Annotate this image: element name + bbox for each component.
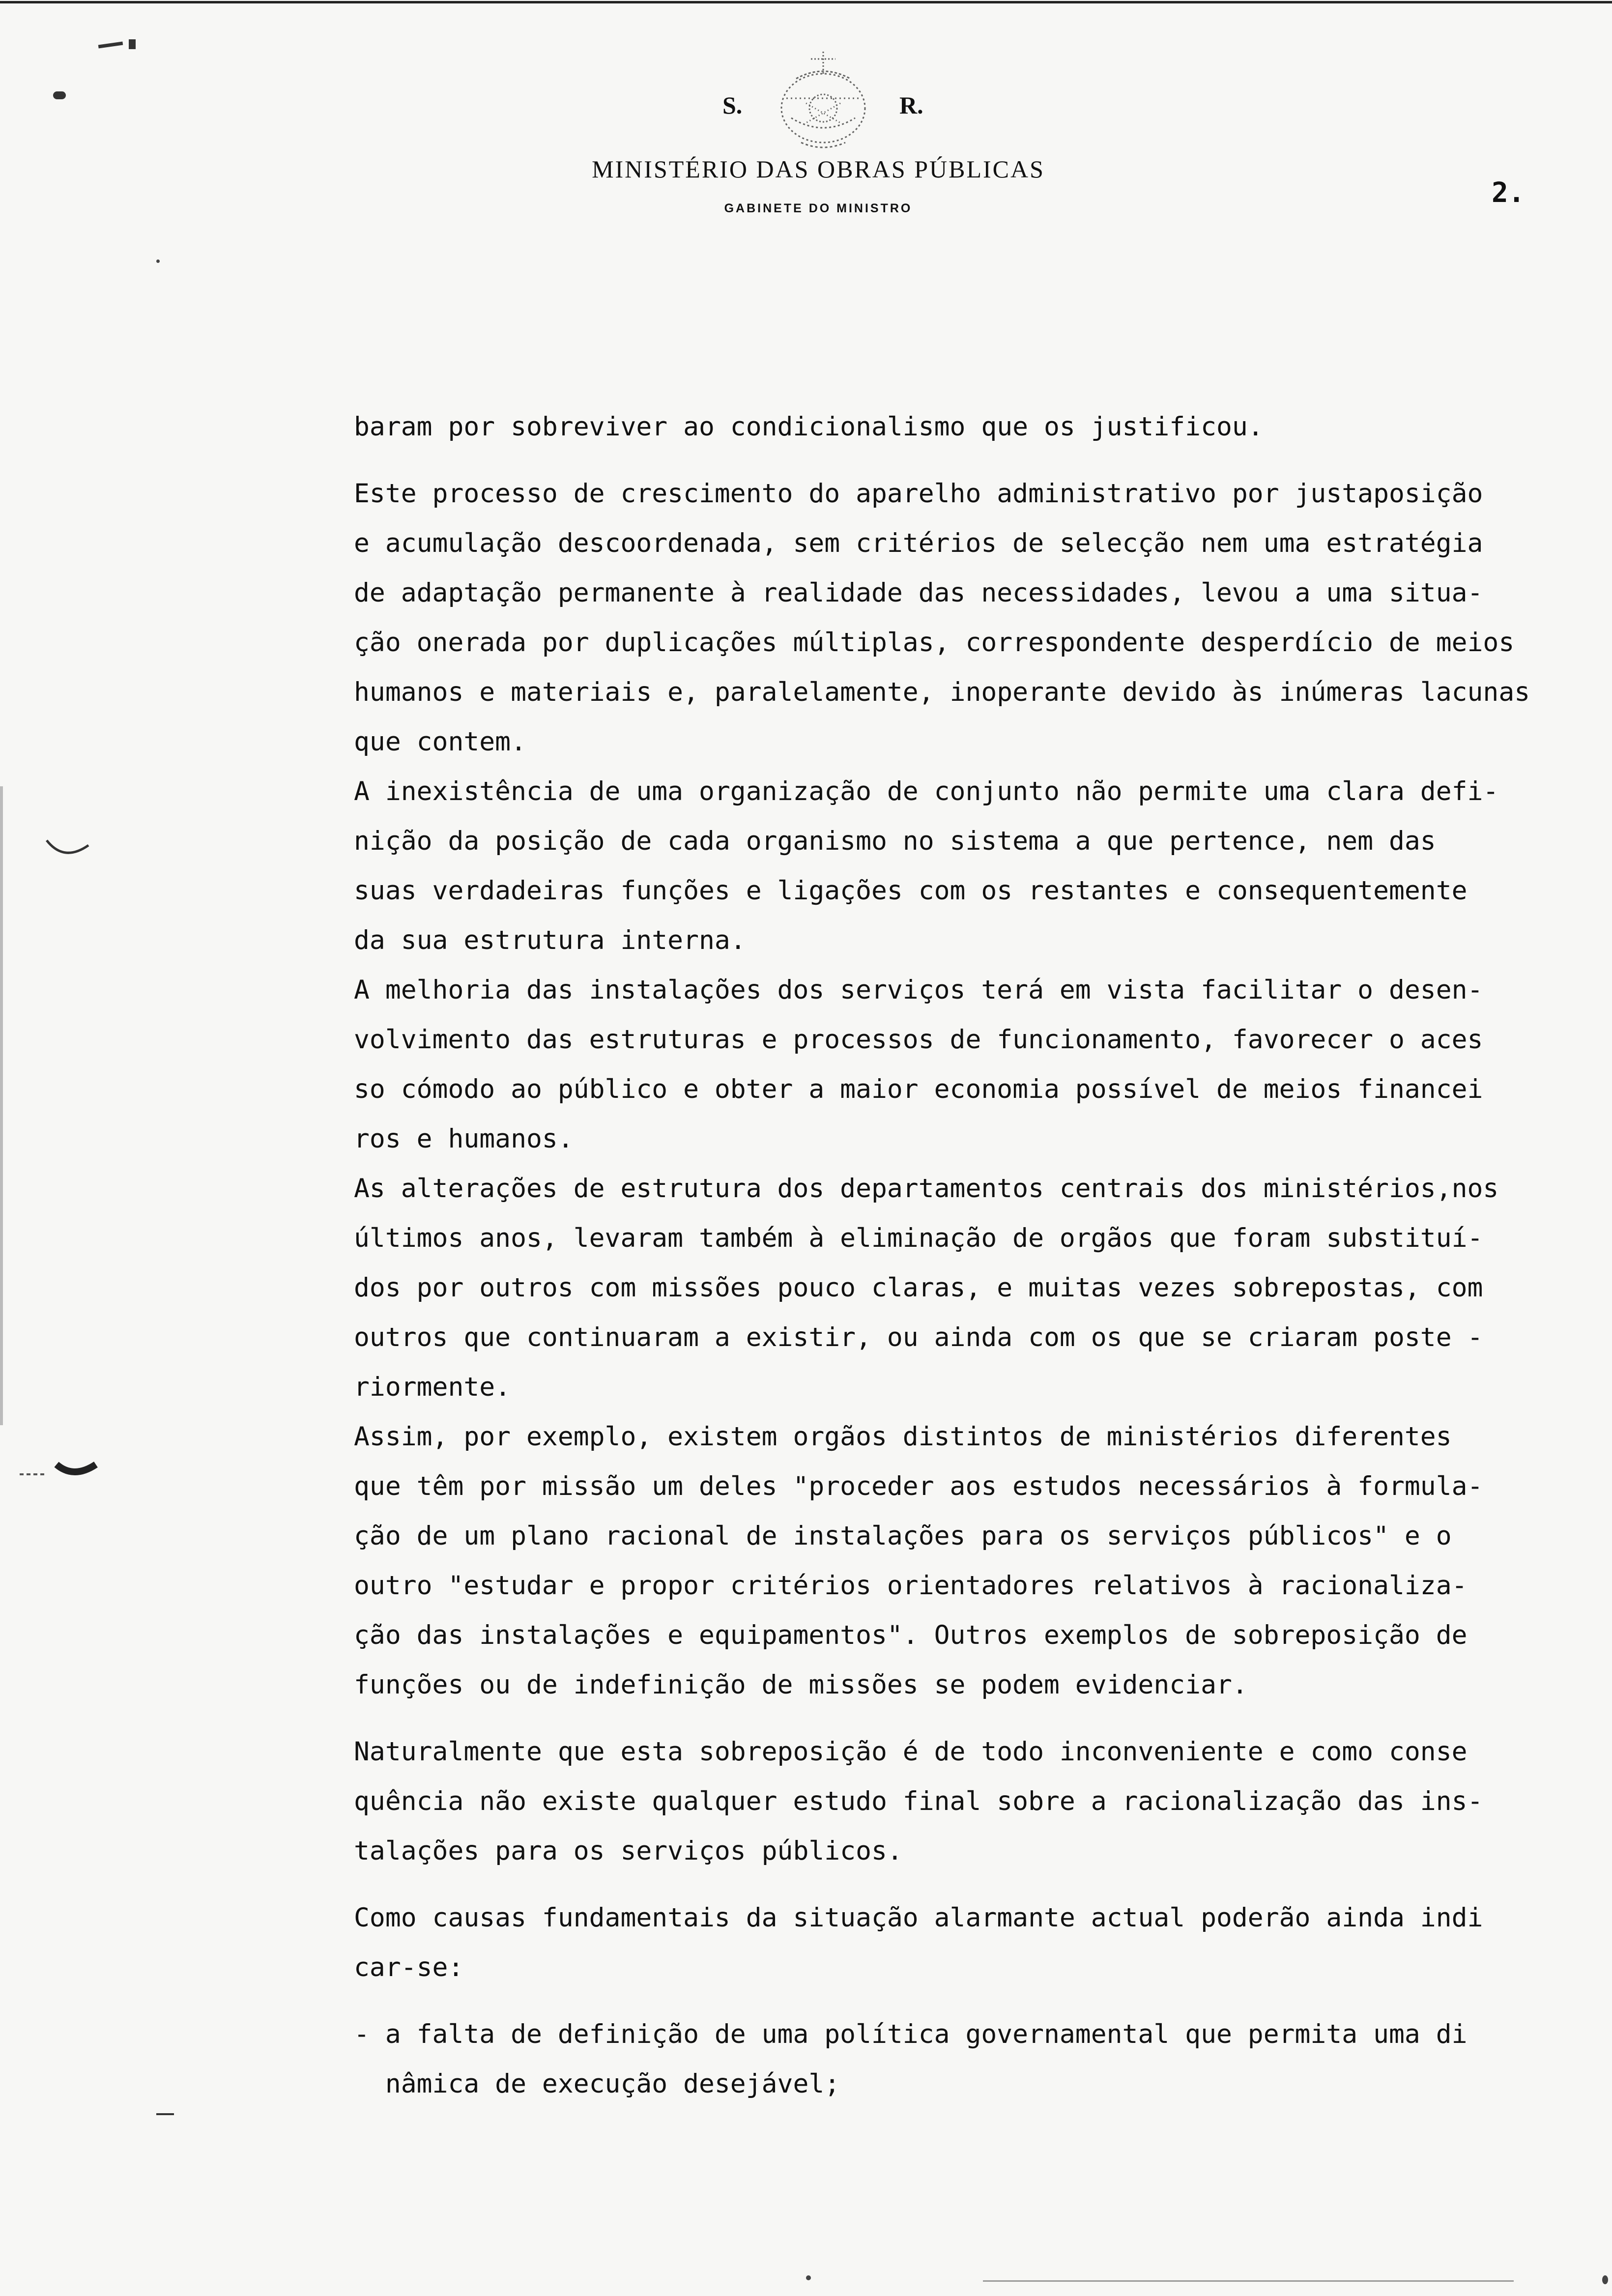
text-line: Assim, por exemplo, existem orgãos distintos de ministérios diferentes [354, 1422, 1452, 1452]
text-line: ção das instalações e equipamentos". Outros exemplos de sobreposição de [354, 1620, 1468, 1650]
text-line: últimos anos, levaram também à eliminação de orgãos que foram substituí- [354, 1223, 1483, 1253]
text-line: As alterações de estrutura dos departamentos centrais dos ministérios,nos [354, 1174, 1499, 1204]
scan-mark [156, 2113, 174, 2115]
text-line: quência não existe qualquer estudo final sobre a racionalização das ins- [354, 1786, 1483, 1816]
text-line: dos por outros com missões pouco claras, e muitas vezes sobrepostas, com [354, 1273, 1483, 1303]
scan-mark [0, 786, 3, 1425]
scan-speck [1602, 2275, 1608, 2284]
text-line: de adaptação permanente à realidade das necessidades, levou a uma situa- [354, 578, 1483, 608]
scan-speck [156, 259, 160, 263]
text-line: funções ou de indefinição de missões se podem evidenciar. [354, 1670, 1248, 1700]
text-line: e acumulação descoordenada, sem critérios de selecção nem uma estratégia [354, 528, 1483, 558]
text-line: ros e humanos. [354, 1124, 574, 1154]
text-line: humanos e materiais e, paralelamente, inoperante devido às inúmeras lacunas [354, 677, 1530, 707]
text-line: A melhoria das instalações dos serviços terá em vista facilitar o desen- [354, 975, 1483, 1005]
text-line: nição da posição de cada organismo no sistema a que pertence, nem das [354, 826, 1436, 856]
text-line: car-se: [354, 1952, 464, 1982]
text-line: ção de um plano racional de instalações para os serviços públicos" e o [354, 1521, 1452, 1551]
letterhead [0, 20, 1612, 226]
text-line: Este processo de crescimento do aparelho administrativo por justaposição [354, 479, 1483, 509]
text-line: baram por sobreviver ao condicionalismo que os justificou. [354, 412, 1264, 442]
ministry-name: MINISTÉRIO DAS OBRAS PÚBLICAS [592, 155, 1045, 183]
bullet-line: - a falta de definição de uma política governamental que permita uma di [354, 2019, 1468, 2049]
text-line: Naturalmente que esta sobreposição é de todo inconveniente e como conse [354, 1737, 1468, 1767]
text-line: riormente. [354, 1372, 511, 1402]
page-top-rule [0, 1, 1612, 3]
text-line: talações para os serviços públicos. [354, 1836, 903, 1866]
scan-speck [806, 2275, 811, 2280]
bullet-line: nâmica de execução desejável; [354, 2069, 840, 2099]
seal-left-letter: S. [722, 91, 743, 119]
seal-right-letter: R. [899, 91, 923, 119]
scan-mark [983, 2280, 1514, 2282]
coat-of-arms-emblem-icon [752, 44, 894, 157]
text-line: outro "estudar e propor critérios orientadores relativos à racionaliza- [354, 1571, 1468, 1601]
text-line: da sua estrutura interna. [354, 925, 746, 955]
text-line: Como causas fundamentais da situação alarmante actual poderão ainda indi [354, 1903, 1483, 1933]
cabinet-name: GABINETE DO MINISTRO [724, 201, 913, 215]
text-line: A inexistência de uma organização de conjunto não permite uma clara defi- [354, 776, 1499, 806]
scan-mark [44, 835, 93, 865]
text-line: so cómodo ao público e obter a maior economia possível de meios financei [354, 1074, 1483, 1104]
document-body [354, 402, 1563, 2109]
text-line: ção onerada por duplicações múltiplas, correspondente desperdício de meios [354, 628, 1515, 658]
text-line: que contem. [354, 727, 526, 757]
text-line: volvimento das estruturas e processos de funcionamento, favorecer o aces [354, 1025, 1483, 1055]
text-line: que têm por missão um deles "proceder aos estudos necessários à formula- [354, 1471, 1483, 1501]
coat-of-arms [708, 44, 963, 157]
page-number: 2. [1492, 177, 1525, 209]
text-line: outros que continuaram a existir, ou ainda com os que se criaram poste - [354, 1322, 1483, 1352]
text-line: suas verdadeiras funções e ligações com os restantes e consequentemente [354, 876, 1468, 906]
scan-mark [10, 1455, 98, 1484]
